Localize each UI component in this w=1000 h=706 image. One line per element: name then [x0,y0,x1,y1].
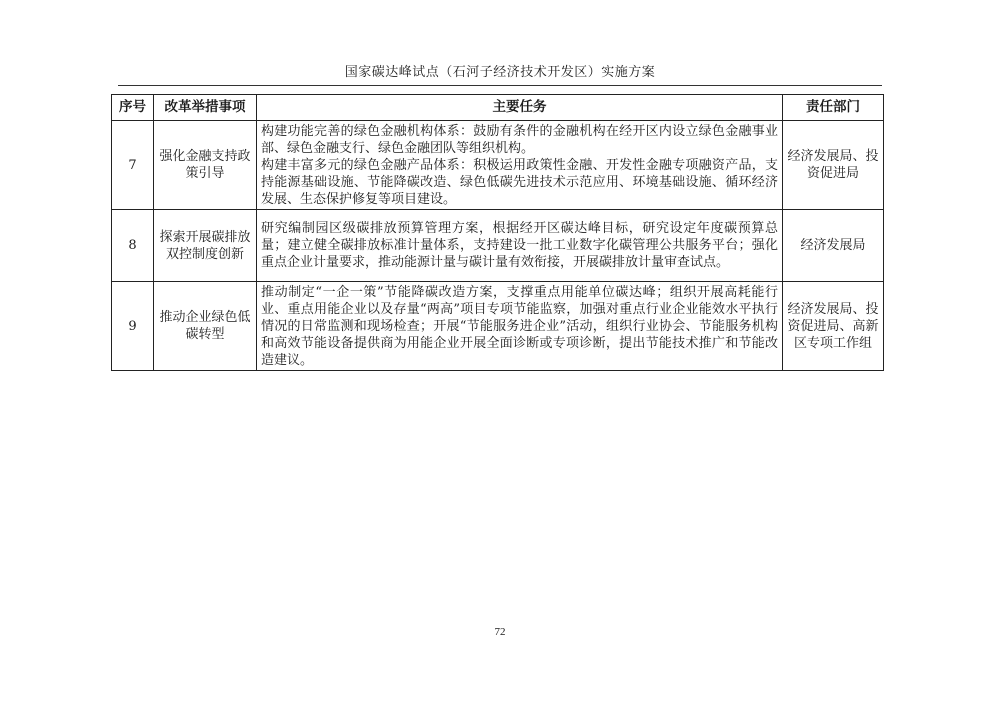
task-paragraph: 研究编制园区级碳排放预算管理方案，根据经开区碳达峰目标，研究设定年度碳预算总量；建立健全碳排放标准计量体系，支持建设一批工业数字化碳管理公共服务平台；强化重点企业计量要求，推动能源计量与碳计量有效衔接，开展碳排放计量审查试点。 [261,221,778,270]
main-task [257,121,783,210]
task-paragraph: 推动制定“一企一策”节能降碳改造方案，支撑重点用能单位碳达峰；组织开展高耗能行业、重点用能企业以及存量“两高”项目专项节能监察，加强对重点行业企业能效水平执行情况的日常监测和现场检查；开展“节能服务进企业”活动，组织行业协会、节能服务机构和高效节能设备提供商为用能企业开展全面诊断或专项诊断，提出节能技术推广和节能改造建议。 [261,284,778,368]
responsible-department: 经济发展局、投资促进局 [783,121,884,210]
table-row [112,121,884,210]
column-header-task: 主要任务 [257,95,783,121]
table-row [112,210,884,282]
row-number: 8 [112,210,154,282]
page-number: 72 [494,626,506,638]
task-paragraph: 构建功能完善的绿色金融机构体系：鼓励有条件的金融机构在经开区内设立绿色金融事业部、绿色金融支行、绿色金融团队等组织机构。 [261,123,778,156]
reform-measure: 强化金融支持政策引导 [154,121,257,210]
column-header-no: 序号 [112,95,154,121]
reform-measure: 推动企业绿色低碳转型 [154,282,257,371]
task-paragraph: 构建丰富多元的绿色金融产品体系：积极运用政策性金融、开发性金融专项融资产品，支持能源基础设施、节能降碳改造、绿色低碳先进技术示范应用、环境基础设施、循环经济发展、生态保护修复等项目建设。 [261,157,778,207]
column-header-dept: 责任部门 [783,95,884,121]
table-row [112,282,884,371]
responsible-department: 经济发展局 [783,210,884,282]
table-header-row [112,95,884,121]
main-task [257,210,783,282]
reform-measure: 探索开展碳排放双控制度创新 [154,210,257,282]
header-rule [118,85,882,86]
responsible-department: 经济发展局、投资促进局、高新区专项工作组 [783,282,884,371]
row-number: 7 [112,121,154,210]
row-number: 9 [112,282,154,371]
column-header-measure: 改革举措事项 [154,95,257,121]
main-task [257,282,783,371]
page-header-title: 国家碳达峰试点（石河子经济技术开发区）实施方案 [344,65,656,80]
implementation-table [111,94,884,371]
